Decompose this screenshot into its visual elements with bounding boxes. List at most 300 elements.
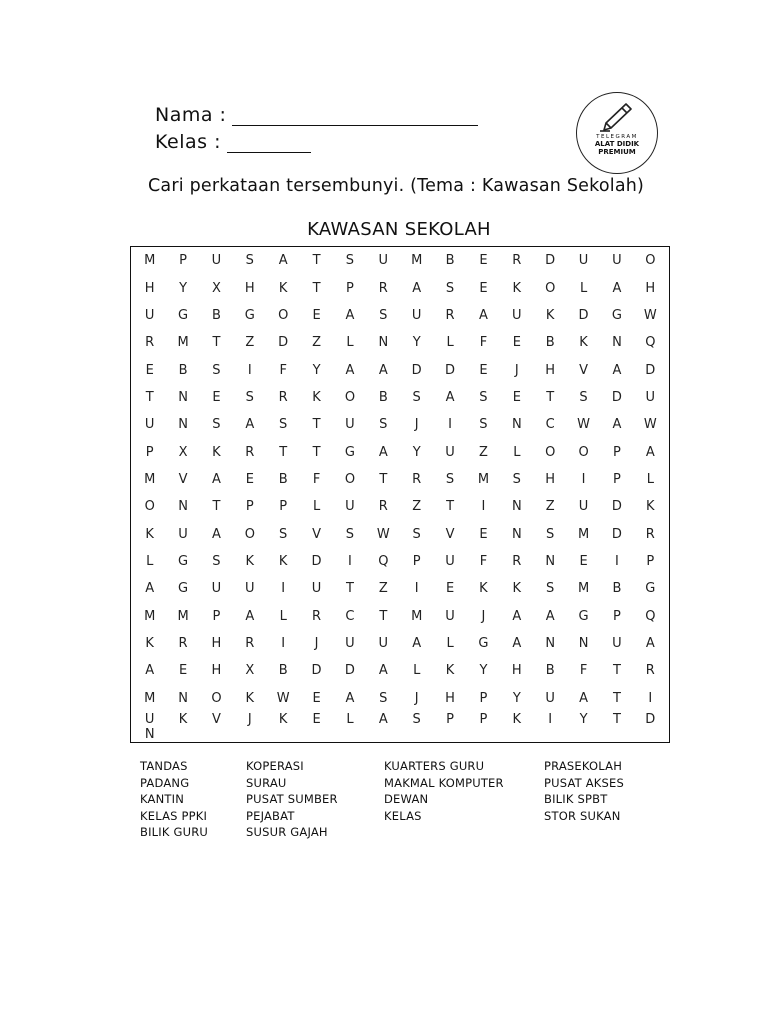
grid-letter[interactable]: M: [411, 608, 423, 624]
grid-letter[interactable]: F: [312, 471, 321, 487]
grid-letter[interactable]: U: [345, 499, 355, 515]
word-list-item: PRASEKOLAH: [544, 759, 623, 773]
grid-letter[interactable]: S: [412, 712, 421, 727]
grid-letter[interactable]: A: [612, 362, 622, 378]
grid-letter[interactable]: L: [312, 499, 321, 515]
grid-letter[interactable]: O: [344, 471, 356, 487]
grid-letter[interactable]: I: [648, 690, 653, 706]
class-field[interactable]: [155, 131, 311, 153]
grid-letter[interactable]: H: [211, 663, 222, 679]
grid-letter[interactable]: O: [645, 253, 656, 269]
grid-letter[interactable]: R: [645, 526, 655, 542]
grid-letter[interactable]: A: [345, 690, 355, 706]
grid-letter[interactable]: S: [445, 280, 455, 296]
grid-letter[interactable]: N: [545, 636, 556, 652]
grid-letter[interactable]: D: [578, 307, 589, 323]
grid-letter[interactable]: S: [245, 253, 254, 269]
grid-letter[interactable]: V: [445, 526, 455, 542]
grid-letter[interactable]: I: [348, 554, 352, 570]
grid-letter[interactable]: A: [378, 663, 388, 679]
grid-letter[interactable]: A: [245, 417, 255, 433]
grid-letter[interactable]: Q: [645, 608, 656, 624]
grid-letter[interactable]: U: [144, 307, 155, 323]
grid-letter[interactable]: U: [144, 417, 155, 433]
grid-letter[interactable]: E: [212, 389, 221, 405]
puzzle-title: KAWASAN SEKOLAH: [307, 219, 491, 240]
grid-letter[interactable]: N: [612, 335, 622, 351]
grid-letter[interactable]: Z: [478, 444, 488, 460]
class-blank-line[interactable]: [227, 134, 311, 153]
grid-letter[interactable]: R: [512, 253, 522, 269]
grid-letter[interactable]: U: [445, 608, 455, 624]
grid-letter[interactable]: O: [344, 389, 356, 405]
grid-letter[interactable]: S: [379, 417, 388, 433]
grid-letter[interactable]: D: [611, 389, 622, 405]
grid-letter[interactable]: Q: [378, 554, 389, 570]
grid-letter[interactable]: D: [344, 663, 355, 679]
grid-letter[interactable]: S: [212, 362, 221, 378]
grid-letter[interactable]: Q: [645, 335, 656, 351]
grid-letter[interactable]: E: [479, 280, 488, 296]
grid-letter[interactable]: L: [413, 663, 421, 679]
grid-letter[interactable]: I: [615, 554, 619, 570]
grid-letter[interactable]: E: [512, 335, 521, 351]
grid-letter[interactable]: K: [479, 581, 488, 597]
grid-letter[interactable]: U: [545, 690, 555, 706]
grid-letter[interactable]: K: [512, 712, 522, 727]
grid-letter[interactable]: S: [512, 471, 521, 487]
grid-letter[interactable]: T: [212, 499, 221, 515]
grid-letter[interactable]: B: [445, 253, 455, 269]
grid-letter[interactable]: E: [312, 712, 321, 727]
grid-letter[interactable]: Z: [412, 499, 422, 515]
grid-letter[interactable]: S: [279, 417, 288, 433]
grid-letter[interactable]: U: [612, 636, 622, 652]
grid-letter[interactable]: Z: [245, 335, 255, 351]
grid-letter[interactable]: U: [512, 307, 522, 323]
grid-letter[interactable]: M: [144, 690, 156, 706]
grid-letter[interactable]: G: [344, 444, 355, 460]
grid-letter[interactable]: T: [312, 417, 321, 433]
grid-letter[interactable]: U: [578, 253, 589, 269]
word-list-column: [544, 758, 624, 824]
grid-letter[interactable]: N: [178, 690, 188, 706]
grid-letter[interactable]: A: [278, 253, 288, 269]
grid-letter[interactable]: J: [247, 712, 252, 727]
grid-letter[interactable]: P: [412, 554, 421, 570]
grid-letter[interactable]: M: [577, 526, 590, 542]
grid-letter[interactable]: A: [579, 690, 589, 706]
grid-letter[interactable]: H: [244, 280, 255, 296]
grid-letter[interactable]: K: [278, 280, 288, 296]
grid-letter[interactable]: I: [281, 636, 286, 652]
grid-letter[interactable]: O: [144, 499, 155, 515]
grid-letter[interactable]: I: [281, 581, 286, 597]
grid-letter[interactable]: H: [445, 690, 455, 706]
grid-letter[interactable]: L: [446, 335, 454, 351]
grid-letter[interactable]: R: [645, 663, 655, 679]
grid-letter[interactable]: K: [646, 499, 655, 515]
grid-letter[interactable]: U: [178, 526, 188, 542]
grid-letter[interactable]: U: [211, 253, 222, 269]
grid-letter[interactable]: A: [211, 526, 221, 542]
grid-letter[interactable]: D: [545, 253, 556, 269]
name-blank-line[interactable]: [232, 107, 478, 126]
grid-letter[interactable]: M: [577, 581, 590, 597]
grid-letter[interactable]: T: [612, 690, 621, 706]
grid-letter[interactable]: G: [178, 581, 189, 597]
grid-letter[interactable]: C: [345, 608, 355, 624]
grid-letter[interactable]: O: [578, 444, 589, 460]
grid-letter[interactable]: A: [645, 636, 655, 652]
grid-letter[interactable]: U: [311, 581, 322, 597]
grid-letter[interactable]: O: [545, 444, 556, 460]
grid-letter[interactable]: K: [278, 712, 288, 727]
grid-letter[interactable]: S: [379, 307, 388, 323]
grid-letter[interactable]: Z: [378, 581, 388, 597]
grid-letter[interactable]: T: [612, 712, 621, 727]
grid-letter[interactable]: R: [378, 499, 388, 515]
word-list-item: PUSAT SUMBER: [246, 792, 338, 807]
grid-letter[interactable]: S: [212, 417, 221, 433]
grid-letter[interactable]: J: [414, 417, 419, 433]
grid-letter[interactable]: H: [511, 663, 522, 679]
grid-letter[interactable]: G: [478, 636, 489, 652]
grid-letter[interactable]: S: [279, 526, 288, 542]
grid-letter[interactable]: W: [376, 526, 390, 542]
grid-letter[interactable]: K: [245, 554, 255, 570]
grid-letter[interactable]: A: [345, 307, 355, 323]
grid-letter[interactable]: R: [445, 307, 455, 323]
grid-letter[interactable]: A: [211, 471, 221, 487]
grid-letter[interactable]: K: [245, 690, 255, 706]
grid-letter[interactable]: A: [545, 608, 555, 624]
grid-letter[interactable]: O: [278, 307, 289, 323]
grid-letter[interactable]: A: [478, 307, 488, 323]
grid-letter[interactable]: A: [378, 712, 388, 727]
grid-letter[interactable]: R: [178, 636, 188, 652]
grid-letter[interactable]: Y: [412, 335, 421, 351]
grid-letter[interactable]: I: [414, 581, 419, 597]
grid-letter[interactable]: I: [481, 499, 486, 515]
grid-letter[interactable]: P: [346, 280, 354, 296]
grid-letter[interactable]: T: [212, 335, 221, 351]
grid-letter[interactable]: G: [244, 307, 255, 323]
grid-letter[interactable]: P: [179, 253, 187, 269]
grid-letter[interactable]: V: [178, 471, 188, 487]
grid-letter[interactable]: A: [645, 444, 655, 460]
grid-letter[interactable]: E: [512, 389, 521, 405]
grid-letter[interactable]: B: [178, 362, 188, 378]
grid-letter[interactable]: F: [479, 335, 488, 351]
grid-letter[interactable]: S: [345, 253, 355, 269]
grid-letter[interactable]: F: [479, 554, 488, 570]
grid-letter[interactable]: E: [479, 362, 488, 378]
grid-letter[interactable]: W: [643, 307, 657, 323]
grid-letter[interactable]: B: [211, 307, 221, 323]
grid-letter[interactable]: U: [578, 499, 589, 515]
grid-letter[interactable]: D: [411, 362, 422, 378]
grid-letter[interactable]: Z: [312, 335, 322, 351]
grid-letter[interactable]: U: [211, 581, 222, 597]
grid-letter[interactable]: N: [511, 526, 522, 542]
grid-letter[interactable]: U: [612, 253, 622, 269]
grid-letter[interactable]: Y: [512, 690, 521, 706]
grid-letter[interactable]: D: [311, 663, 322, 679]
grid-letter[interactable]: U: [411, 307, 422, 323]
grid-letter[interactable]: S: [579, 389, 588, 405]
grid-letter[interactable]: K: [312, 389, 321, 405]
grid-letter[interactable]: N: [178, 417, 188, 433]
grid-letter[interactable]: T: [345, 581, 354, 597]
grid-letter[interactable]: A: [145, 663, 155, 679]
grid-letter[interactable]: I: [247, 362, 252, 378]
grid-letter[interactable]: S: [412, 526, 421, 542]
grid-letter[interactable]: A: [512, 608, 522, 624]
grid-letter[interactable]: S: [212, 554, 221, 570]
grid-letter[interactable]: W: [276, 690, 290, 706]
name-field[interactable]: [155, 104, 478, 126]
grid-letter[interactable]: A: [412, 280, 422, 296]
grid-letter[interactable]: U: [445, 554, 455, 570]
word-list-item: STOR SUKAN: [544, 808, 621, 823]
grid-letter[interactable]: U: [245, 581, 255, 597]
grid-letter[interactable]: Y: [312, 362, 321, 378]
grid-letter[interactable]: K: [145, 636, 154, 652]
grid-letter[interactable]: Y: [579, 712, 588, 727]
grid-letter[interactable]: R: [412, 471, 422, 487]
grid-letter[interactable]: T: [446, 499, 455, 515]
grid-letter[interactable]: I: [448, 417, 452, 433]
grid-letter[interactable]: K: [545, 307, 555, 323]
grid-letter[interactable]: G: [178, 307, 189, 323]
grid-letter[interactable]: B: [278, 663, 288, 679]
grid-letter[interactable]: F: [579, 663, 588, 679]
grid-letter[interactable]: G: [578, 608, 589, 624]
grid-letter[interactable]: M: [144, 253, 156, 269]
grid-letter[interactable]: B: [612, 581, 622, 597]
grid-letter[interactable]: P: [646, 554, 655, 570]
grid-letter[interactable]: T: [546, 389, 555, 405]
grid-letter[interactable]: U: [378, 636, 389, 652]
grid-letter[interactable]: D: [278, 335, 289, 351]
grid-letter[interactable]: T: [612, 663, 621, 679]
grid-letter[interactable]: N: [378, 335, 389, 351]
grid-letter[interactable]: L: [346, 712, 354, 727]
grid-letter[interactable]: P: [613, 471, 621, 487]
grid-letter[interactable]: U: [345, 636, 355, 652]
grid-letter[interactable]: E: [479, 526, 488, 542]
grid-letter[interactable]: H: [144, 280, 155, 296]
grid-letter[interactable]: A: [445, 389, 455, 405]
grid-letter[interactable]: S: [445, 471, 455, 487]
grid-letter[interactable]: R: [512, 554, 522, 570]
grid-letter[interactable]: S: [546, 526, 555, 542]
grid-letter[interactable]: K: [212, 444, 221, 460]
word-list-item: KELAS PPKI: [140, 808, 208, 823]
grid-letter[interactable]: K: [445, 663, 455, 679]
grid-letter[interactable]: B: [545, 663, 555, 679]
grid-letter[interactable]: M: [144, 471, 156, 487]
grid-letter[interactable]: B: [545, 335, 555, 351]
grid-letter[interactable]: V: [312, 526, 322, 542]
grid-letter[interactable]: T: [312, 280, 321, 296]
grid-letter[interactable]: W: [577, 417, 590, 433]
grid-letter[interactable]: T: [279, 444, 288, 460]
grid-letter[interactable]: T: [312, 253, 321, 269]
grid-letter[interactable]: R: [378, 280, 388, 296]
grid-letter[interactable]: D: [611, 526, 622, 542]
grid-letter[interactable]: P: [245, 499, 254, 515]
grid-letter[interactable]: E: [245, 471, 254, 487]
grid-letter[interactable]: P: [446, 712, 454, 727]
grid-letter[interactable]: H: [545, 362, 556, 378]
grid-letter[interactable]: Z: [545, 499, 555, 515]
grid-letter[interactable]: R: [278, 389, 288, 405]
grid-letter[interactable]: O: [244, 526, 255, 542]
grid-letter[interactable]: P: [479, 690, 488, 706]
grid-letter[interactable]: U: [645, 389, 656, 405]
grid-letter[interactable]: E: [445, 581, 455, 597]
grid-letter[interactable]: U: [144, 712, 155, 727]
grid-letter[interactable]: K: [178, 712, 188, 727]
grid-letter[interactable]: B: [278, 471, 288, 487]
grid-letter[interactable]: K: [278, 554, 288, 570]
grid-letter[interactable]: A: [378, 444, 388, 460]
grid-letter[interactable]: C: [545, 417, 555, 433]
grid-letter[interactable]: H: [211, 636, 222, 652]
grid-letter[interactable]: K: [512, 581, 522, 597]
grid-letter[interactable]: O: [211, 690, 222, 706]
grid-letter[interactable]: N: [144, 727, 155, 742]
grid-letter[interactable]: J: [414, 690, 419, 706]
grid-letter[interactable]: D: [645, 712, 656, 727]
grid-letter[interactable]: S: [379, 690, 388, 706]
word-list-item: TANDAS: [140, 759, 188, 773]
grid-letter[interactable]: M: [477, 471, 490, 487]
grid-letter[interactable]: N: [511, 499, 522, 515]
grid-letter[interactable]: T: [379, 471, 388, 487]
grid-letter[interactable]: R: [145, 335, 155, 351]
grid-letter[interactable]: M: [144, 608, 156, 624]
grid-letter[interactable]: G: [178, 554, 189, 570]
grid-letter[interactable]: S: [546, 581, 555, 597]
grid-letter[interactable]: J: [314, 636, 319, 652]
grid-letter[interactable]: U: [345, 417, 355, 433]
grid-letter[interactable]: N: [545, 554, 556, 570]
grid-letter[interactable]: I: [548, 712, 553, 727]
grid-letter[interactable]: V: [211, 712, 221, 727]
grid-letter[interactable]: D: [611, 499, 622, 515]
grid-letter[interactable]: P: [613, 444, 621, 460]
grid-letter[interactable]: K: [579, 335, 588, 351]
grid-letter[interactable]: I: [581, 471, 586, 487]
grid-letter[interactable]: M: [177, 335, 189, 351]
grid-letter[interactable]: K: [512, 280, 522, 296]
grid-letter[interactable]: T: [379, 608, 388, 624]
grid-letter[interactable]: S: [245, 389, 254, 405]
grid-letter[interactable]: R: [245, 636, 255, 652]
grid-letter[interactable]: P: [279, 499, 288, 515]
grid-letter[interactable]: L: [279, 608, 287, 624]
grid-letter[interactable]: F: [279, 362, 287, 378]
grid-letter[interactable]: P: [479, 712, 488, 727]
grid-letter[interactable]: R: [245, 444, 255, 460]
grid-letter[interactable]: V: [579, 362, 589, 378]
grid-letter[interactable]: K: [145, 526, 154, 542]
grid-letter[interactable]: L: [446, 636, 454, 652]
grid-letter[interactable]: M: [411, 253, 423, 269]
grid-letter[interactable]: E: [579, 554, 588, 570]
grid-letter[interactable]: E: [145, 362, 154, 378]
grid-letter[interactable]: D: [445, 362, 456, 378]
grid-letter[interactable]: E: [312, 307, 321, 323]
grid-letter[interactable]: S: [345, 526, 355, 542]
grid-letter[interactable]: P: [212, 608, 221, 624]
grid-letter[interactable]: D: [311, 554, 322, 570]
grid-letter[interactable]: J: [514, 362, 519, 378]
grid-letter[interactable]: N: [178, 499, 188, 515]
grid-letter[interactable]: D: [645, 362, 656, 378]
grid-letter[interactable]: L: [346, 335, 354, 351]
grid-letter[interactable]: M: [177, 608, 189, 624]
grid-letter[interactable]: A: [412, 636, 422, 652]
grid-letter[interactable]: Y: [412, 444, 421, 460]
grid-letter[interactable]: X: [211, 280, 221, 296]
grid-letter[interactable]: X: [178, 444, 188, 460]
grid-letter[interactable]: A: [145, 581, 155, 597]
grid-letter[interactable]: H: [545, 471, 556, 487]
grid-letter[interactable]: S: [479, 417, 488, 433]
grid-letter[interactable]: E: [178, 663, 188, 679]
grid-letter[interactable]: T: [312, 444, 321, 460]
grid-letter[interactable]: B: [378, 389, 388, 405]
grid-letter[interactable]: A: [612, 280, 622, 296]
grid-letter[interactable]: U: [378, 253, 389, 269]
grid-letter[interactable]: H: [645, 280, 656, 296]
grid-letter[interactable]: A: [245, 608, 255, 624]
grid-letter[interactable]: S: [412, 389, 421, 405]
grid-letter[interactable]: L: [579, 280, 588, 296]
grid-letter[interactable]: U: [445, 444, 455, 460]
grid-letter[interactable]: P: [145, 444, 154, 460]
grid-letter[interactable]: L: [146, 554, 154, 570]
grid-letter[interactable]: A: [512, 636, 522, 652]
grid-letter[interactable]: L: [513, 444, 521, 460]
grid-letter[interactable]: N: [178, 389, 188, 405]
grid-letter[interactable]: E: [479, 253, 488, 269]
grid-letter[interactable]: L: [646, 471, 654, 487]
grid-letter[interactable]: W: [643, 417, 657, 433]
grid-letter[interactable]: Y: [479, 663, 488, 679]
grid-letter[interactable]: A: [612, 417, 622, 433]
grid-letter[interactable]: P: [613, 608, 621, 624]
grid-letter[interactable]: X: [245, 663, 255, 679]
grid-letter[interactable]: Y: [179, 280, 188, 296]
grid-letter[interactable]: N: [511, 417, 522, 433]
grid-letter[interactable]: J: [481, 608, 486, 624]
grid-letter[interactable]: A: [345, 362, 355, 378]
grid-letter[interactable]: E: [312, 690, 321, 706]
grid-letter[interactable]: T: [145, 389, 154, 405]
grid-letter[interactable]: R: [312, 608, 322, 624]
grid-letter[interactable]: S: [479, 389, 488, 405]
grid-letter[interactable]: G: [611, 307, 622, 323]
grid-letter[interactable]: G: [645, 581, 656, 597]
grid-letter[interactable]: A: [378, 362, 388, 378]
grid-letter[interactable]: N: [578, 636, 589, 652]
grid-letter[interactable]: O: [545, 280, 556, 296]
